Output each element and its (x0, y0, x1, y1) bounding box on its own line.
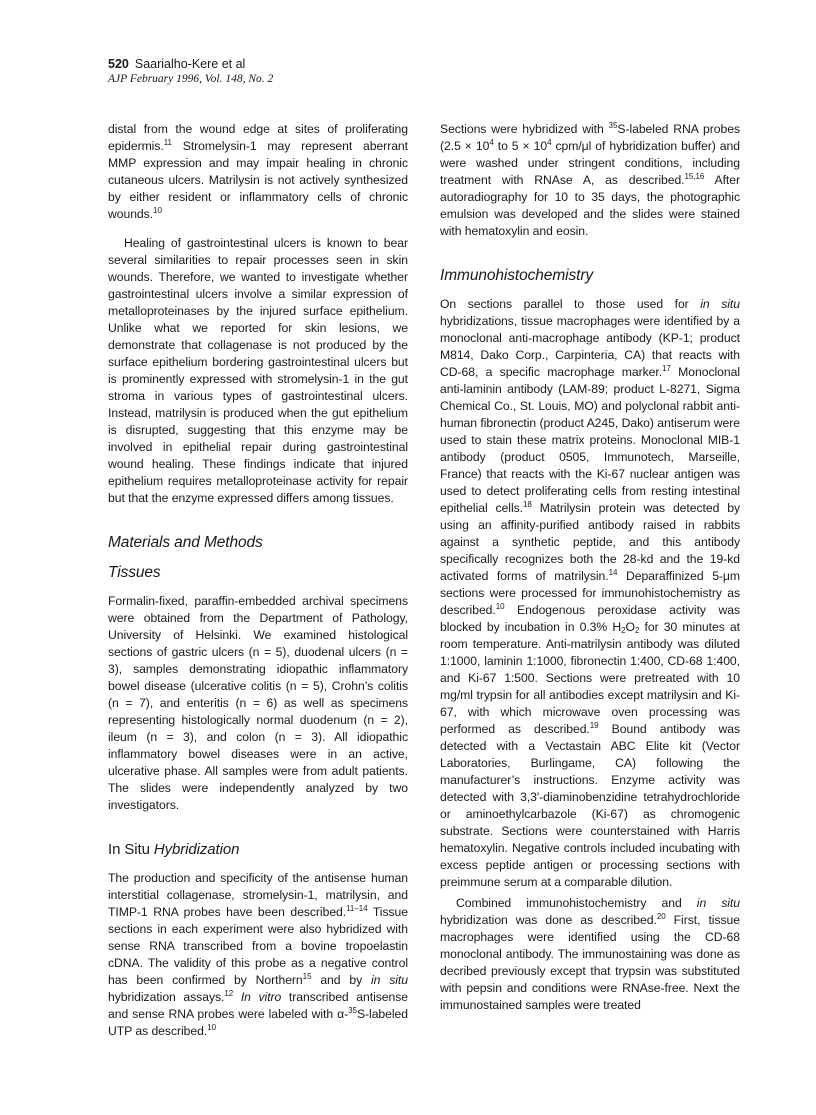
paragraph: Sections were hybridized with $^{35}$S-labeled RNA probes ($2.5 \times 10^4$ to $5 \times 10^4$ cpm/μl of hybridization buffer) and were washed under stringent conditions, including treatment with RNAse A, as described.$^{15,16}$ After autoradiography for 10 to 35 days, the photographic emulsion was developed and the slides were stained with hematoxylin and eosin. (440, 121, 741, 238)
paragraph: Combined immunohistochemistry and in situ hybridization was done as described.$^{20}$ First, tissue macrophages were identified using the CD-68 monoclonal antibody. The immunostaining was done as decribed previously except that trypsin was substituted with pepsin and conditions were RNAse-free. Next the immunostained samples were treated (440, 896, 740, 1012)
subsection-heading-in-situ-hybridization: In Situ Hybridization (108, 841, 240, 858)
paragraph: distal from the wound edge at sites of proliferating epidermis.$^{11}$ Stromelysin-1 may represent aberrant MMP expression and may impair healing in chronic cutaneous ulcers. Matrilysin is not actively synthesized by either resident or inflammatory cells of chronic wounds.$^{10}$ (108, 122, 408, 221)
reference-superscript: 19 (589, 721, 599, 730)
left-column (108, 121, 408, 1040)
paragraph: Healing of gastrointestinal ulcers is known to bear several similarities to repair processes seen in skin wounds. Therefore, we wanted to investigate whether gastrointestinal ulcers involve a similar expression of metalloproteinases by the injured surface epithelium. Unlike what we reported for skin lesions, we demonstrate that collagenase is not produced by the surface epithelium bordering gastrointestinal ulcers but is prominently expressed with stromelysin-1 in the gut stroma in various types of gastrointestinal ulcers. Instead, matrilysin is produced when the gut epithelium is disrupted, suggesting that this enzyme may be involved in epithelial repair during gastrointestinal wound healing. These findings indicate that injured epithelium requires metalloproteinase activity for repair but that the enzyme expressed differs among tissues. (108, 236, 408, 505)
running-header (108, 57, 408, 86)
reference-superscript: 14 (608, 568, 618, 577)
reference-superscript: 10 (495, 602, 505, 611)
paragraph: Formalin-fixed, paraffin-embedded archival specimens were obtained from the Department of Pathology, University of Helsinki. We examined histological sections of gastric ulcers (n = 5), duodenal ulcers (n = 3), samples demonstrating idiopathic inflammatory bowel disease (ulcerative colitis (n = 5), Crohn’s colitis (n = 7), and enteritis (n = 6) as well as specimens representing histologically normal duodenum (n = 2), ileum (n = 3), and colon (n = 3). All idiopathic inflammatory bowel diseases were in an active, ulcerative phase. All samples were from adult patients. The slides were independently analyzed by two investigators. (108, 594, 408, 812)
section-heading-materials-methods: Materials and Methods (108, 534, 263, 551)
page-number: 520 (108, 57, 129, 71)
reference-superscript: 15 (302, 972, 312, 981)
reference-superscript: 18 (523, 500, 532, 509)
reference-superscript: 11 (163, 138, 172, 147)
reference-superscript: 10 (153, 206, 162, 215)
reference-superscript: 17 (662, 364, 671, 373)
reference-superscript: 20 (656, 912, 666, 921)
subsection-heading-immunohistochemistry: Immunohistochemistry (440, 267, 594, 284)
paragraph: On sections parallel to those used for in situ hybridizations, tissue macrophages were identified by a monoclonal anti-macrophage antibody (KP-1; product M814, Dako Corp., Carpinteria, CA) that reacts with CD-68, a specific macrophage marker.$^{17}$ Monoclonal anti-laminin antibody (LAM-89; product L-8271, Sigma Chemical Co., St. Louis, MO) and polyclonal rabbit anti-human fibronectin (product A245, Dako) antiserum were used to stain these matrix proteins. Monoclonal MIB-1 antibody (product 0505, Immunotech, Marseille, France) that reacts with the Ki-67 nuclear antigen was used to detect proliferating cells from resting intestinal epithelial cells.$^{18}$ Matrilysin protein was detected by using an affinity-purified antibody raised in rabbits against a synthetic peptide, and this antibody specifically recognizes both the 28-kd and the 19-kd activated forms of matrilysin.$^{14}$ Deparaffinized 5-μm sections were processed for immunohistochemistry as described.$^{10}$ Endogenous peroxidase activity was blocked by incubation in 0.3% $H_2O_2$ for 30 minutes at room temperature. Anti-matrilysin antibody was diluted 1:1000, laminin 1:1000, fibronectin 1:400, CD-68 1:400, and Ki-67 1:500. Sections were pretreated with 10 mg/ml trypsin for all antibodies except matrilysin and Ki-67, with which microwave oven processing was performed as described.$^{19}$ Bound antibody was detected with a Vectastain ABC Elite kit (Vector Laboratories, Burlingame, CA) following the manufacturer’s instructions. Enzyme activity was detected with 3,3′-diaminobenzidine tetrahydrochloride or aminoethylcarbazole (Ki-67) as chromogenic substrate. Sections were counterstained with Harris hematoxylin. Negative controls included incubating with excess peptide antigen or processing sections with preimmune serum at a comparable dilution. (440, 297, 741, 889)
reference-superscript: 11–14 (346, 904, 368, 913)
right-column (440, 121, 740, 1014)
reference-superscript: 12 (224, 989, 234, 998)
subsection-heading-tissues: Tissues (108, 564, 161, 581)
journal-citation: AJP February 1996, Vol. 148, No. 2 (108, 73, 274, 85)
paragraph: The production and specificity of the antisense human interstitial collagenase, stromelysin-1, matrilysin, and TIMP-1 RNA probes have been described.$^{11-14}$ Tissue sections in each experiment were also hybridized with sense RNA transcribed from a bovine tropoelastin cDNA. The validity of this probe as a negative control has been confirmed by Northern$^{15}$ and by in situ hybridization assays.$^{12}$ In vitro transcribed antisense and sense RNA probes were labeled with α-$^{35}$S-labeled UTP as described.$^{10}$ (108, 871, 409, 1038)
header-authors: Saarialho-Kere et al (134, 57, 246, 71)
header-line-1 (108, 57, 408, 72)
reference-superscript: 10 (207, 1023, 216, 1032)
reference-superscript: 15,16 (684, 172, 705, 181)
